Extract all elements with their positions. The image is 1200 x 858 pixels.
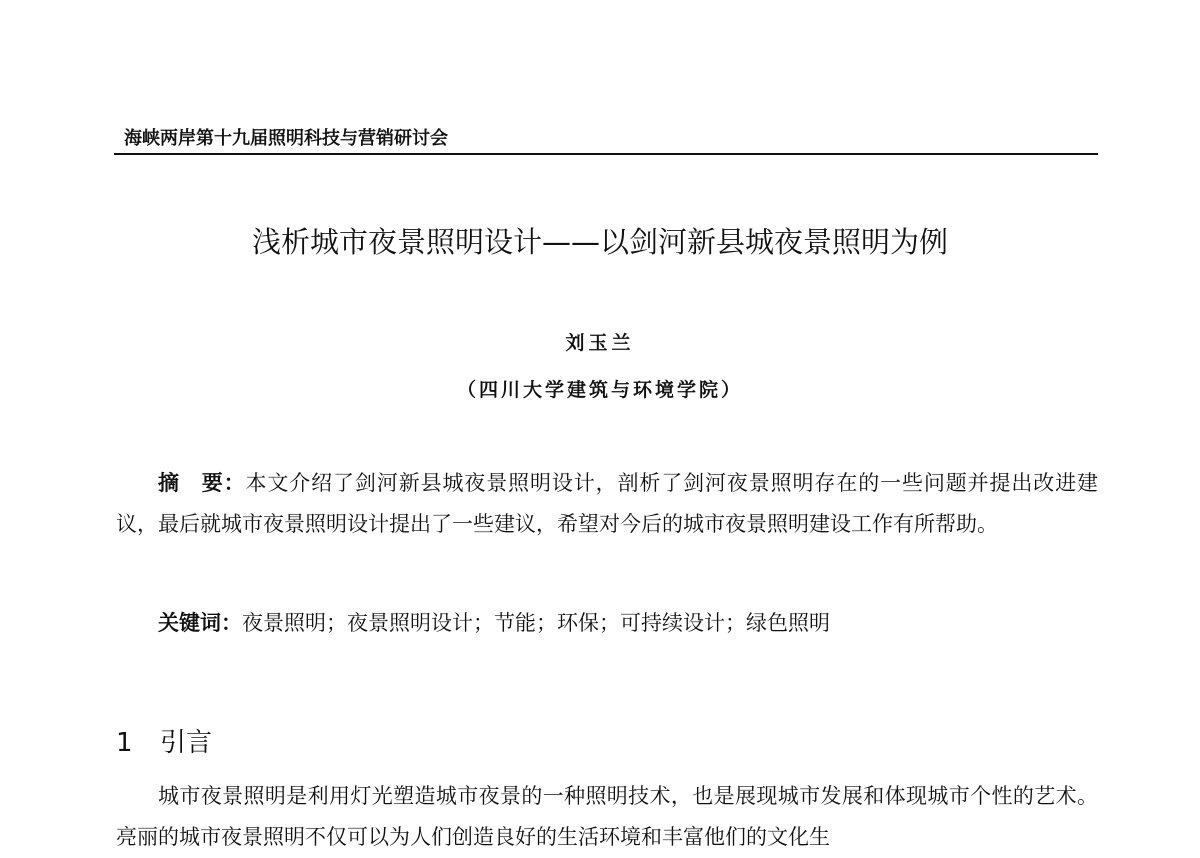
keywords-label: 关键词：	[158, 610, 242, 635]
section-number: 1	[116, 728, 133, 758]
section-heading	[116, 722, 212, 759]
section-body	[116, 776, 1098, 858]
abstract-text: 本文介绍了剑河新县城夜景照明设计，剖析了剑河夜景照明存在的一些问题并提出改进建议，最后就城市夜景照明设计提出了一些建议，希望对今后的城市夜景照明建设工作有所帮助。	[116, 471, 1099, 536]
keywords-text: 夜景照明；夜景照明设计；节能；环保；可持续设计；绿色照明	[242, 611, 830, 635]
section-title: 引言	[160, 728, 213, 758]
abstract	[116, 462, 1098, 545]
header-rule	[114, 153, 1098, 155]
author-affiliation: （四川大学建筑与环境学院）	[456, 379, 743, 401]
abstract-label: 摘 要：	[158, 470, 246, 495]
author-name: 刘玉兰	[565, 332, 635, 354]
keywords	[116, 602, 1098, 644]
paper-title: 浅析城市夜景照明设计——以剑河新县城夜景照明为例	[251, 225, 948, 259]
abstract-paragraph	[116, 462, 1098, 545]
body-paragraph: 城市夜景照明是利用灯光塑造城市夜景的一种照明技术，也是展现城市发展和体现城市个性的艺术。亮丽的城市夜景照明不仅可以为人们创造良好的生活环境和丰富他们的文化生	[116, 784, 1098, 849]
running-header: 海峡两岸第十九届照明科技与营销研讨会	[124, 128, 448, 149]
